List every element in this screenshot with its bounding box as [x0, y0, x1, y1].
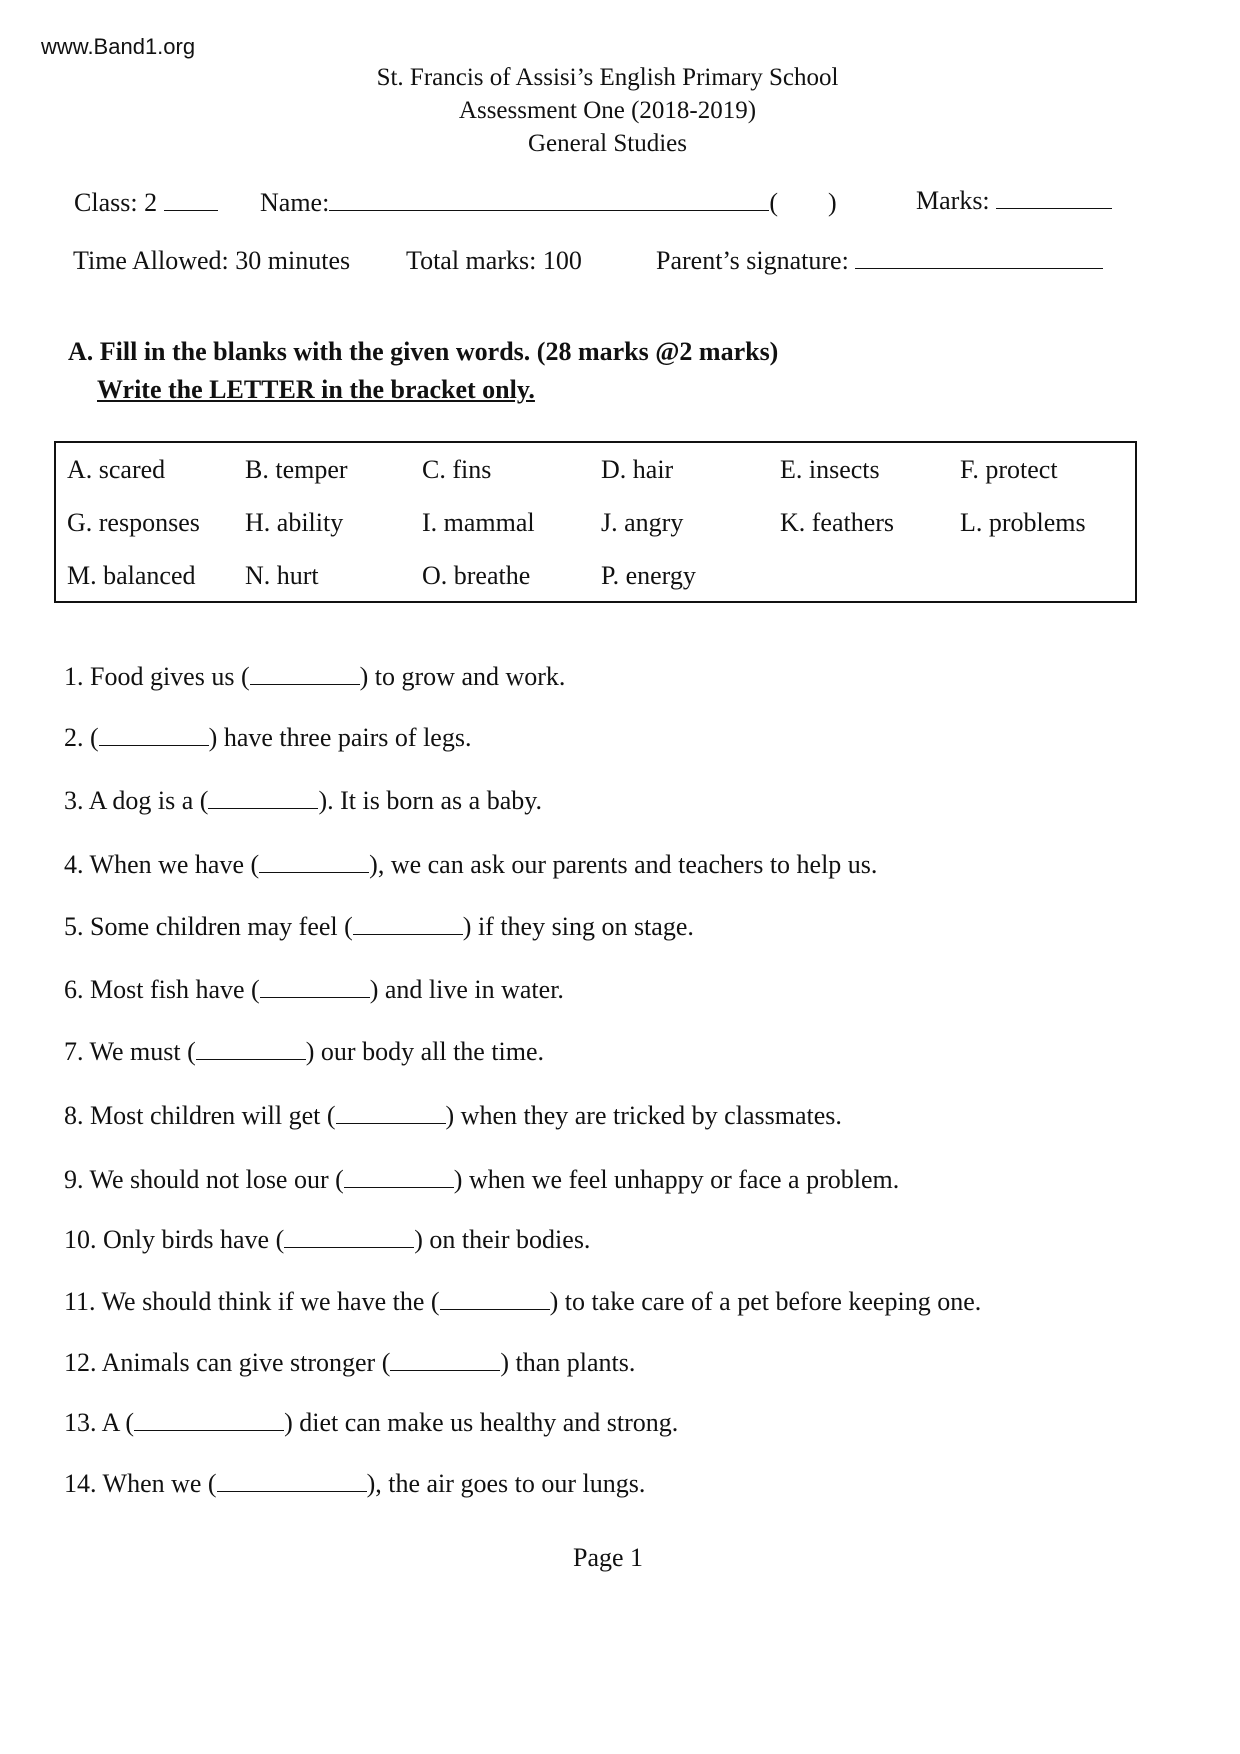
- word-bank-item: N. hurt: [245, 561, 319, 590]
- question-item: [64, 912, 694, 942]
- question-text: 7. We must (: [64, 1037, 196, 1066]
- question-text-end: ) diet can make us healthy and strong.: [284, 1408, 679, 1437]
- marks-field[interactable]: [916, 186, 1112, 216]
- question-text: 14. When we (: [64, 1469, 217, 1498]
- answer-blank[interactable]: [344, 1167, 454, 1188]
- question-text: 8. Most children will get (: [64, 1101, 336, 1130]
- answer-blank[interactable]: [196, 1039, 306, 1060]
- question-text-end: ), the air goes to our lungs.: [366, 1469, 646, 1498]
- answer-blank[interactable]: [134, 1410, 284, 1431]
- question-item: [64, 1101, 842, 1131]
- word-bank-item: H. ability: [245, 508, 344, 537]
- answer-blank[interactable]: [259, 852, 369, 873]
- question-item: [64, 1408, 678, 1438]
- watermark: www.Band1.org: [41, 34, 196, 59]
- question-text-end: ) if they sing on stage.: [462, 912, 694, 941]
- word-bank-item: E. insects: [780, 455, 880, 484]
- signature-label: Parent’s signature:: [656, 246, 849, 275]
- word-bank: [54, 441, 1137, 603]
- word-bank-item: G. responses: [67, 508, 200, 537]
- answer-blank[interactable]: [353, 914, 463, 935]
- question-item: [64, 1287, 981, 1317]
- question-item: [64, 1469, 645, 1499]
- answer-blank[interactable]: [260, 977, 370, 998]
- question-text-end: ) when we feel unhappy or face a problem.: [453, 1165, 900, 1194]
- name-field[interactable]: [260, 188, 837, 218]
- section-a-instruction: Write the LETTER in the bracket only.: [97, 375, 535, 404]
- question-item: [64, 850, 877, 880]
- question-text: 4. When we have (: [64, 850, 260, 879]
- answer-blank[interactable]: [440, 1289, 550, 1310]
- subject-title: General Studies: [528, 130, 687, 157]
- answer-blank[interactable]: [250, 664, 360, 685]
- question-item: [64, 1348, 635, 1378]
- word-bank-item: J. angry: [601, 508, 684, 537]
- assessment-title: Assessment One (2018-2019): [458, 97, 757, 124]
- word-bank-item: B. temper: [245, 455, 348, 484]
- question-text-end: ) have three pairs of legs.: [208, 723, 472, 752]
- question-text: 10. Only birds have (: [64, 1225, 285, 1254]
- question-text-end: ) when they are tricked by classmates.: [445, 1101, 842, 1130]
- word-bank-item: M. balanced: [67, 561, 196, 590]
- question-item: [64, 786, 542, 816]
- word-bank-item: O. breathe: [422, 561, 531, 590]
- class-field[interactable]: [74, 188, 218, 218]
- question-text-end: ) and live in water.: [369, 975, 564, 1004]
- name-label: Name:: [260, 188, 330, 217]
- answer-blank[interactable]: [284, 1227, 414, 1248]
- answer-blank[interactable]: [336, 1103, 446, 1124]
- class-number-close: ): [827, 188, 837, 217]
- word-bank-item: A. scared: [67, 455, 166, 484]
- question-text: 9. We should not lose our (: [64, 1165, 344, 1194]
- school-name: St. Francis of Assisi’s English Primary School: [376, 64, 839, 91]
- answer-blank[interactable]: [208, 788, 318, 809]
- question-item: [64, 975, 564, 1005]
- question-item: [64, 662, 565, 692]
- question-text-end: ) on their bodies.: [414, 1225, 591, 1254]
- word-bank-item: K. feathers: [780, 508, 895, 537]
- question-text-end: ). It is born as a baby.: [318, 786, 543, 815]
- question-text-end: ), we can ask our parents and teachers to help us.: [369, 850, 878, 879]
- question-text: 5. Some children may feel (: [64, 912, 353, 941]
- question-text: 12. Animals can give stronger (: [64, 1348, 391, 1377]
- class-label: Class: 2: [74, 188, 158, 217]
- word-bank-item: C. fins: [422, 455, 492, 484]
- page-number: Page 1: [573, 1543, 644, 1572]
- question-text: 1. Food gives us (: [64, 662, 250, 691]
- total-marks: Total marks: 100: [406, 246, 582, 275]
- question-text: 11. We should think if we have the (: [64, 1287, 440, 1316]
- answer-blank[interactable]: [217, 1471, 367, 1492]
- question-item: [64, 1225, 590, 1255]
- question-text-end: ) to grow and work.: [359, 662, 566, 691]
- question-item: [64, 1165, 899, 1195]
- word-bank-item: L. problems: [960, 508, 1086, 537]
- question-text: 13. A (: [64, 1408, 135, 1437]
- question-text: 2. (: [64, 723, 99, 752]
- answer-blank[interactable]: [99, 725, 209, 746]
- question-text-end: ) our body all the time.: [305, 1037, 545, 1066]
- marks-label: Marks:: [916, 186, 990, 215]
- section-a-heading: A. Fill in the blanks with the given words. (28 marks @2 marks): [68, 337, 779, 366]
- word-bank-item: D. hair: [601, 455, 674, 484]
- time-allowed: Time Allowed: 30 minutes: [73, 246, 351, 275]
- question-item: [64, 723, 471, 753]
- word-bank-item: I. mammal: [422, 508, 535, 537]
- question-item: [64, 1037, 544, 1067]
- question-text-end: ) to take care of a pet before keeping one.: [549, 1287, 982, 1316]
- word-bank-item: P. energy: [601, 561, 696, 590]
- signature-field[interactable]: [656, 246, 1103, 276]
- answer-blank[interactable]: [390, 1350, 500, 1371]
- class-number-open: (: [769, 188, 778, 217]
- word-bank-item: F. protect: [960, 455, 1058, 484]
- question-text: 3. A dog is a (: [64, 786, 209, 815]
- question-text-end: ) than plants.: [500, 1348, 636, 1377]
- question-text: 6. Most fish have (: [64, 975, 260, 1004]
